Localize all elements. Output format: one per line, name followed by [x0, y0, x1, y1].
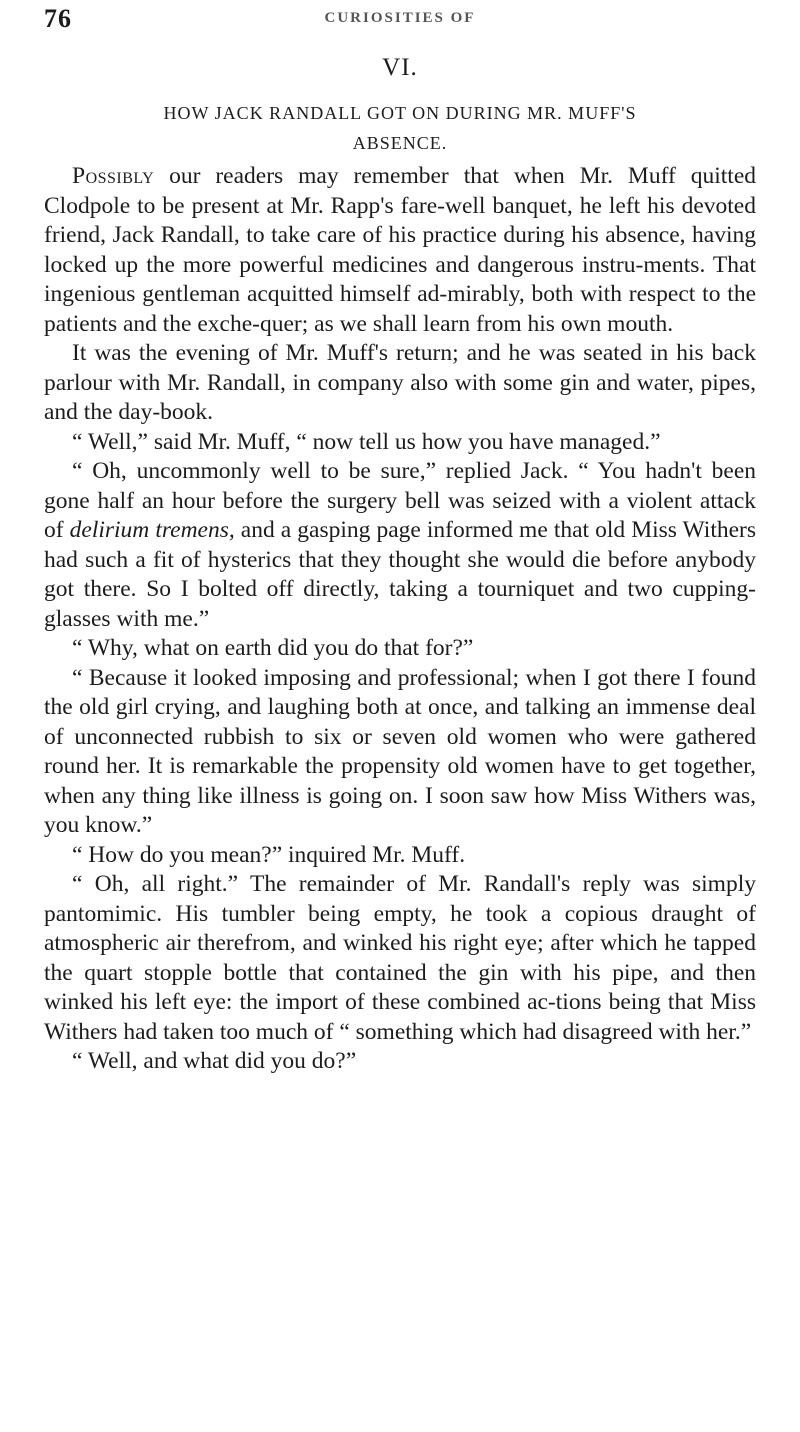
page-number: 76 [44, 4, 72, 33]
paragraph: It was the evening of Mr. Muff's return; and he was seated in his back parlour with Mr. Randall, in company also with some gin and water, pipes, and the day-book. [44, 340, 756, 425]
chapter-number: VI. [382, 54, 418, 81]
italic-phrase: delirium tremens, [69, 517, 235, 543]
running-title: CURIOSITIES OF [324, 10, 476, 26]
paragraph: “ Because it looked imposing and professional; when I got there I found the old girl crying, and laughing both at once, and talking an immense deal of unconnected rubbish to six or seven old women who were gathered round her. It is remarkable the propensity old women have to get together, when any thing like illness is going on. I soon saw how Miss Withers was, you know.” [44, 664, 756, 838]
paragraph: “ Well, and what did you do?” [72, 1048, 357, 1074]
running-head [44, 0, 756, 40]
chapter-title-line: HOW JACK RANDALL GOT ON DURING MR. MUFF'S [163, 103, 637, 123]
paragraph: “ Well,” said Mr. Muff, “ now tell us how you have managed.” [72, 428, 661, 455]
paragraph [44, 162, 756, 339]
body-text [44, 162, 756, 1077]
paragraph-text: and a gasping page informed me that old Miss Withers had such a fit of hysterics that they thought she would die before anybody got there. So I bolted off directly, taking a tourniquet and two cupping-glasses with me.” [44, 517, 757, 632]
chapter-title-line: ABSENCE. [352, 133, 448, 153]
paragraph: “ How do you mean?” inquired Mr. Muff. [72, 841, 466, 868]
paragraph: “ Oh, all right.” The remainder of Mr. Randall's reply was simply pantomimic. His tumbler being empty, he took a copious draught of atmospheric air therefrom, and winked his right eye; after which he tapped the quart stopple bottle that contained the gin with his pipe, and then winked his left eye: the import of these combined ac-tions being that Miss Withers had taken too much of “ something which had disagreed with her.” [44, 871, 756, 1045]
paragraph-text: “ Oh, uncommonly well to be sure,” replied Jack. “ You hadn't been gone half an hour before the surgery bell was seized with a violent attack of [44, 458, 756, 543]
paragraph [44, 457, 756, 634]
chapter-title [44, 98, 756, 158]
book-page [44, 0, 756, 1432]
paragraph: “ Why, what on earth did you do that for?” [72, 635, 474, 661]
lead-word: Possibly [72, 163, 155, 189]
paragraph-text: our readers may remember that when Mr. Muff quitted Clodpole to be present at Mr. Rapp's fare-well banquet, he left his devoted friend, Jack Randall, to take care of his practice during his absence, having locked up the more powerful medicines and dangerous instru-ments. That ingenious gentleman acquitted himself ad-mirably, both with respect to the patients and the exche-quer; as we shall learn from his own mouth. [44, 163, 756, 337]
